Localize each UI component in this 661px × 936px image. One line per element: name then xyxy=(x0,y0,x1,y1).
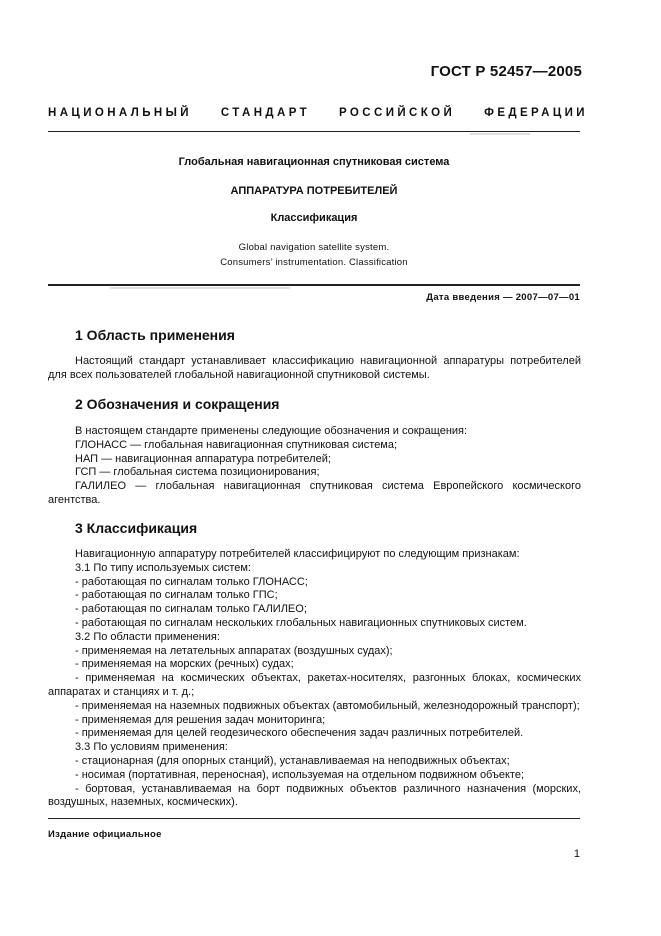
paragraph: 3.1 По типу используемых систем: xyxy=(75,561,251,574)
list-item: - работающая по сигналам только ГЛОНАСС; xyxy=(75,575,308,588)
list-item: - работающая по сигналам только ГАЛИЛЕО; xyxy=(75,603,307,616)
banner-word: ФЕДЕРАЦИИ xyxy=(484,107,588,119)
paragraph: 3.2 По области применения: xyxy=(75,630,220,643)
section-heading: 1 Область применения xyxy=(75,327,235,343)
list-item: - применяемая для целей геодезического обеспечения задач различных потребителей. xyxy=(75,727,524,740)
list-item: - стационарная (для опорных станций), устанавливаемая на неподвижных объектах; xyxy=(75,754,510,767)
section-heading: 2 Обозначения и сокращения xyxy=(75,396,280,412)
scan-mark xyxy=(470,133,530,135)
list-item: - бортовая, устанавливаемая на борт подвижных объектов различного назначения (морских, воздушных, наземных, космических). xyxy=(48,782,581,809)
paragraph: НАП — навигационная аппаратура потребителей; xyxy=(75,452,331,465)
list-item: - применяемая на морских (речных) судах; xyxy=(75,658,294,671)
banner-word: РОССИЙСКОЙ xyxy=(339,107,456,119)
banner-word: НАЦИОНАЛЬНЫЙ xyxy=(48,107,192,119)
list-item: - работающая по сигналам только ГПС; xyxy=(75,589,278,602)
top-rule xyxy=(48,131,580,132)
english-title-line: Global navigation satellite system. xyxy=(238,242,390,253)
banner-word: СТАНДАРТ xyxy=(220,107,311,119)
paragraph: ГСП — глобальная система позиционирования; xyxy=(75,466,320,479)
list-item: - носимая (портативная, переносная), используемая на отдельном подвижном объекте; xyxy=(75,768,525,781)
list-item: - работающая по сигналам нескольких глобальных навигационных спутниковых систем. xyxy=(75,616,527,629)
page-number: 1 xyxy=(573,848,580,860)
list-item: - применяемая на наземных подвижных объектах (автомобильный, железнодорожный транспорт); xyxy=(75,699,580,712)
section-body xyxy=(48,548,581,810)
title-main: АППАРАТУРА ПОТРЕБИТЕЛЕЙ xyxy=(230,185,398,197)
paragraph: В настоящем стандарте применены следующие обозначения и сокращения: xyxy=(75,425,468,437)
list-item: - применяемая на летательных аппаратах (воздушных судах); xyxy=(75,644,393,657)
middle-rule xyxy=(48,284,580,286)
scan-mark xyxy=(110,287,290,289)
section-body xyxy=(48,355,581,383)
section-body xyxy=(48,425,581,508)
edition-label: Издание официальное xyxy=(48,829,162,840)
paragraph: 3.3 По условиям применения: xyxy=(75,741,228,754)
effective-date: Дата введения — 2007—07—01 xyxy=(426,292,580,303)
list-item: - применяемая для решения задач мониторинга; xyxy=(75,713,326,726)
english-title xyxy=(48,240,580,270)
paragraph: ГАЛИЛЕО — глобальная навигационная спутниковая система Европейского космического агентства. xyxy=(48,480,581,506)
title-classification: Классификация xyxy=(270,212,358,224)
paragraph: Навигационную аппаратуру потребителей классифицируют по следующим признакам: xyxy=(75,548,520,560)
bottom-rule xyxy=(48,818,580,819)
document-code: ГОСТ Р 52457—2005 xyxy=(430,63,582,80)
paragraph: ГЛОНАСС — глобальная навигационная спутниковая система; xyxy=(75,438,398,451)
paragraph: Настоящий стандарт устанавливает классификацию навигационной аппаратуры потребителей для всех пользователей глобальной навигационной спутниковой системы. xyxy=(48,355,581,381)
section-heading: 3 Классификация xyxy=(75,520,198,536)
list-item: - применяемая на космических объектах, ракетах-носителях, разгонных блоках, космических аппаратах и станциях и т. д.; xyxy=(48,672,581,698)
national-standard-banner xyxy=(48,107,588,119)
english-title-line: Consumers’ instrumentation. Classification xyxy=(220,257,408,268)
title-system: Глобальная навигационная спутниковая система xyxy=(178,156,450,168)
